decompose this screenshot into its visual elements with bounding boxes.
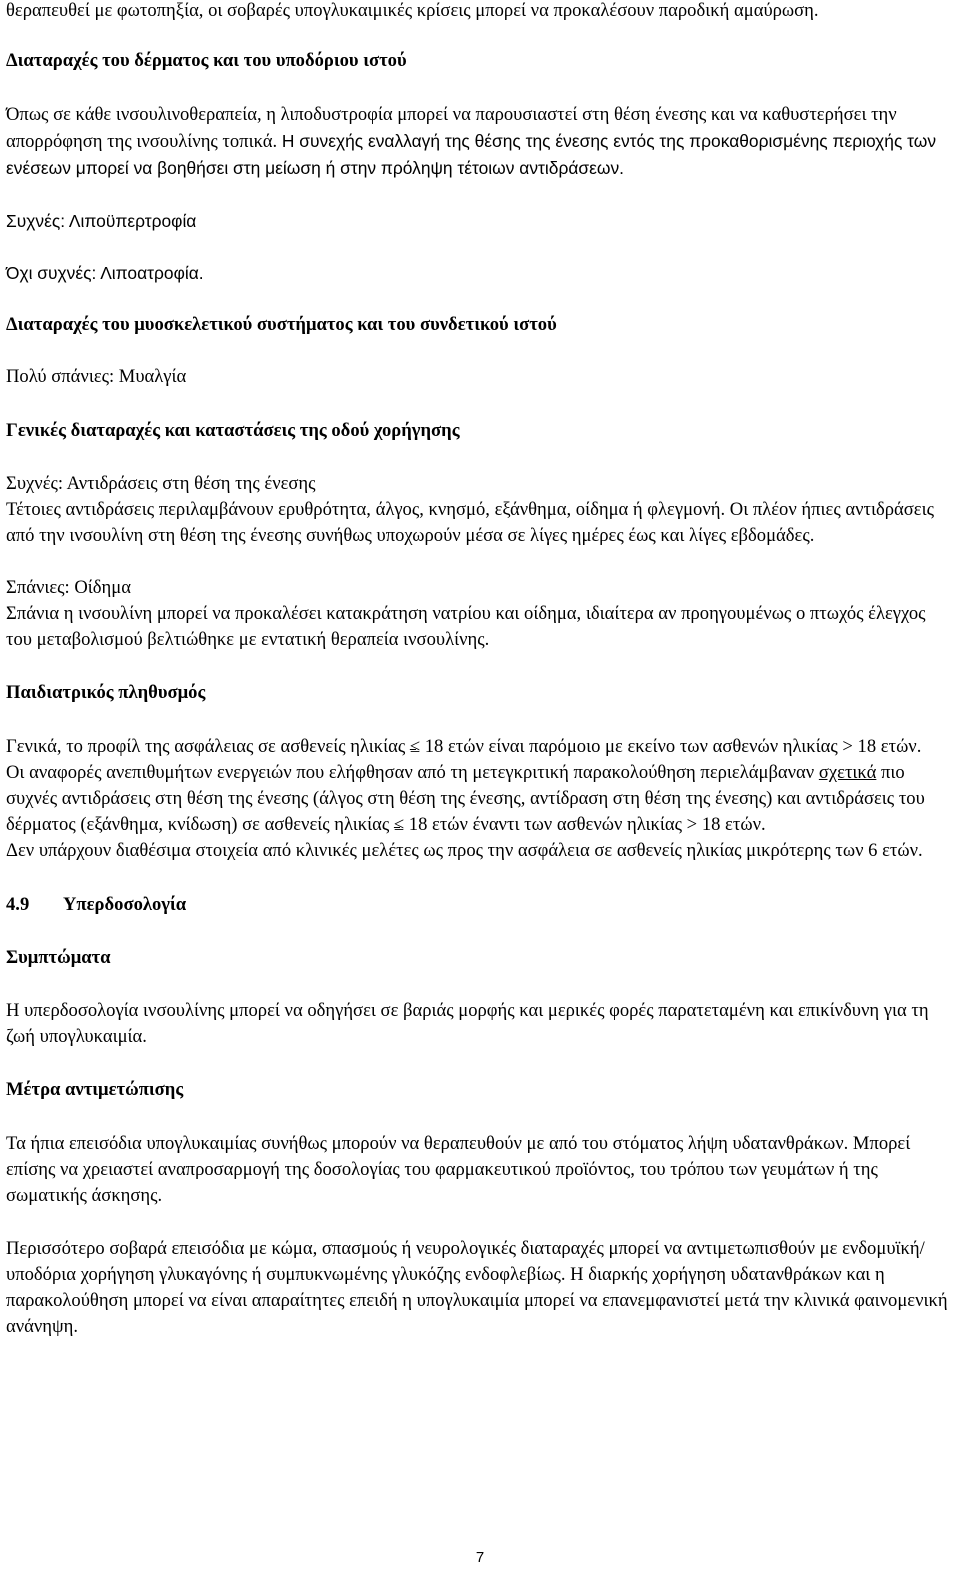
skin-text-serif: Όπως σε κάθε ινσουλινοθεραπεία, η λιποδυστροφία μπορεί να παρουσιαστεί στη θέση ένεσης και να καθυστερήσει την απορρόφηση της ινσουλίνης τοπικά. [6,104,897,152]
section-heading-musculoskeletal: Διαταραχές του μυοσκελετικού συστήματος και του συνδετικού ιστού [6,314,557,335]
general-frequency-common: Συχνές: Αντιδράσεις στη θέση της ένεσης [6,473,316,494]
pediatric-paragraph-2 [6,760,954,838]
section-title: Υπερδοσολογία [63,894,187,915]
pediatric-paragraph-3: Δεν υπάρχουν διαθέσιμα στοιχεία από κλινικές μελέτες ως προς την ασφάλεια σε ασθενείς ηλικίας μικρότερης των 6 ετών. [6,840,923,861]
management-paragraph-2: Περισσότερο σοβαρά επεισόδια με κώμα, σπασμούς ή νευρολογικές διαταραχές μπορεί να αντιμετωπισθούν με ενδομυϊκή/υποδόρια χορήγηση γλυκαγόνης ή συμπυκνωμένης γλυκόζης ενδοφλεβίως. Η διαρκής χορήγηση υδατανθράκων και η παρακολούθηση μπορεί να είναι απαραίτητες επειδή η υπογλυκαιμία μπορεί να επανεμφανιστεί μετά την κλινικά φαινομενική ανάνηψη. [6,1238,948,1337]
section-heading-general: Γενικές διαταραχές και καταστάσεις της οδού χορήγησης [6,420,460,441]
pediatric-paragraph-1 [6,734,954,760]
page-number: 7 [475,1549,485,1566]
general-frequency-rare: Σπάνιες: Οίδημα [6,577,131,598]
pediatric-text: 18 ετών έναντι των ασθενών ηλικίας > 18 ετών. [404,814,766,835]
pediatric-text: Γενικά, το προφίλ της ασφάλειας σε ασθενείς ηλικίας [6,736,410,757]
less-equal-symbol: ≤ [409,736,421,757]
less-equal-symbol: ≤ [393,814,405,835]
general-reactions-paragraph: Τέτοιες αντιδράσεις περιλαμβάνουν ερυθρότητα, άλγος, κνησμό, εξάνθημα, οίδημα ή φλεγμονή. Οι πλέον ήπιες αντιδράσεις από την ινσουλίνη στη θέση της ένεσης συνήθως υποχωρούν μέσα σε λίγες ημέρες έως και λίγες εβδομάδες. [6,499,934,546]
pediatric-text: πιο συχνές αντιδράσεις στη θέση της ένεσης (άλγος στη θέση της ένεσης, αντίδραση στη θέση της ένεσης) και αντιδράσεις του δέρματος (εξάνθημα, κνίδωση) σε ασθενείς ηλικίας [6,762,925,835]
skin-text-sans: Η συνεχής εναλλαγή της θέσης της ένεσης εντός της προκαθορισμένης περιοχής των ενέσεων μπορεί να βοηθήσει στη μείωση ή στην πρόληψη τέτοιων αντιδράσεων. [6,131,937,178]
intro-paragraph: θεραπευθεί με φωτοπηξία, οι σοβαρές υπογλυκαιμικές κρίσεις μπορεί να προκαλέσουν παροδική αμαύρωση. [6,0,819,21]
subheading-symptoms: Συμπτώματα [6,947,111,968]
general-rare-paragraph: Σπάνια η ινσουλίνη μπορεί να προκαλέσει κατακράτηση νατρίου και οίδημα, ιδιαίτερα αν προηγουμένως ο πτωχός έλεγχος του μεταβολισμού βελτιώθηκε με εντατική θεραπεία ινσουλίνης. [6,603,926,650]
section-heading-pediatric: Παιδιατρικός πληθυσμός [6,682,206,703]
section-number: 4.9 [6,894,30,915]
musculo-frequency: Πολύ σπάνιες: Μυαλγία [6,366,187,387]
skin-frequency-common: Συχνές: Λιποϋπερτροφία [6,211,197,231]
symptoms-paragraph: Η υπερδοσολογία ινσουλίνης μπορεί να οδηγήσει σε βαριάς μορφής και μερικές φορές παρατεταμένη και επικίνδυνη για τη ζωή υπογλυκαιμία. [6,1000,929,1047]
pediatric-text: Οι αναφορές ανεπιθυμήτων ενεργειών που ελήφθησαν από τη μετεγκριτική παρακολούθηση περιελάμβαναν [6,762,819,783]
document-page [6,0,954,1340]
section-heading-skin: Διαταραχές του δέρματος και του υποδόριου ιστού [6,50,407,71]
section-heading-overdose [6,892,954,918]
underlined-word: σχετικά [818,762,877,783]
management-paragraph-1: Τα ήπια επεισόδια υπογλυκαιμίας συνήθως μπορούν να θεραπευθούν με από του στόματος λήψη υδατανθράκων. Μπορεί επίσης να χρειαστεί αναπροσαρμογή της δοσολογίας του φαρμακευτικού προϊόντος, του τρόπου των γευμάτων ή της σωματικής άσκησης. [6,1133,911,1206]
subheading-management: Μέτρα αντιμετώπισης [6,1079,184,1100]
pediatric-text: 18 ετών είναι παρόμοιο με εκείνο των ασθενών ηλικίας > 18 ετών. [420,736,922,757]
skin-frequency-uncommon: Όχι συχνές: Λιποατροφία. [6,263,204,283]
skin-paragraph [6,102,954,182]
